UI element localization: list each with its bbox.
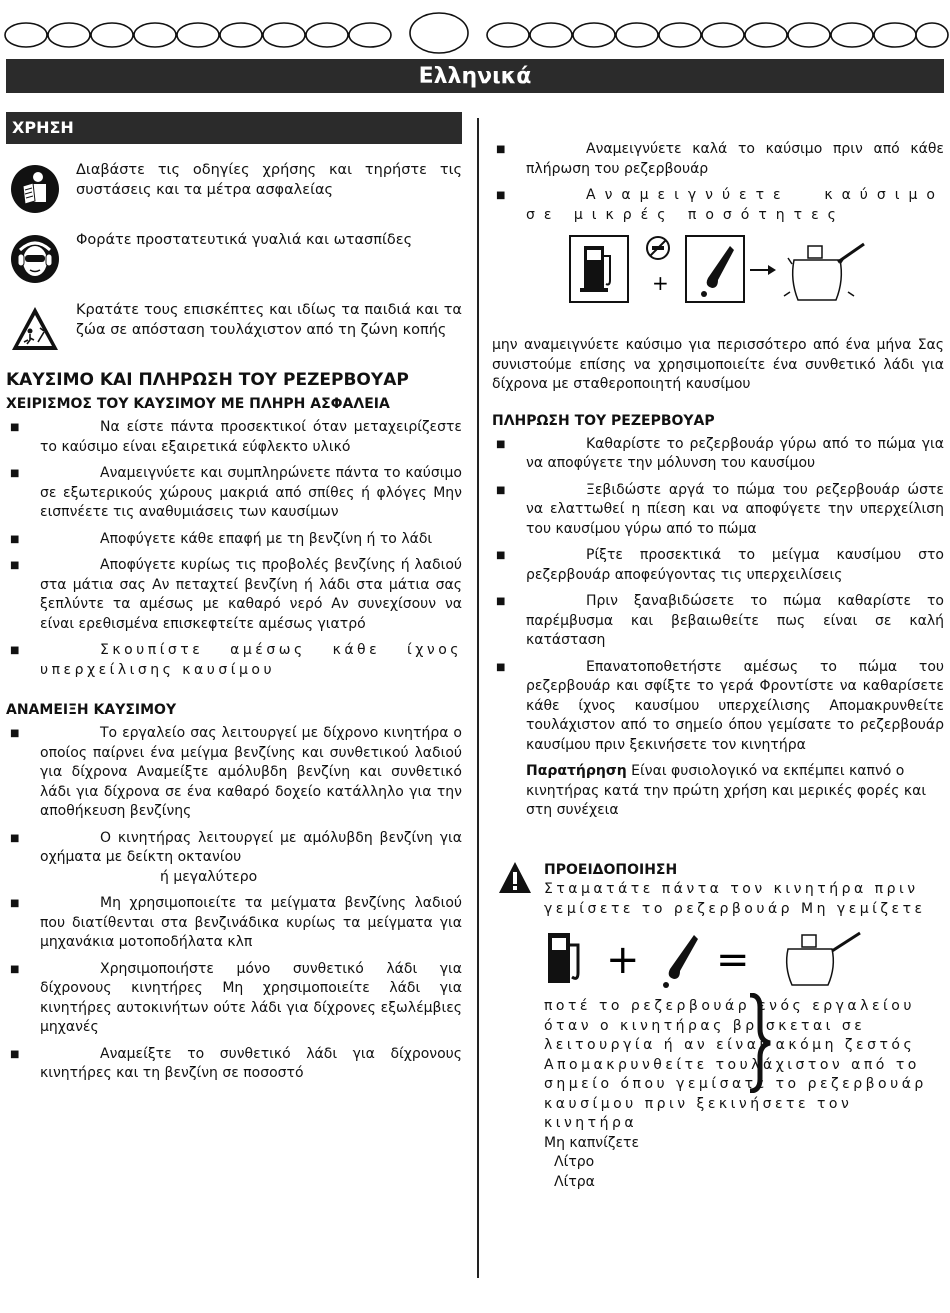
icon-row bbox=[6, 160, 462, 214]
list-item: ■ Αποφύγετε κυρίως τις προβολές βενζίνης ή λαδιού στα μάτια σας Αν πεταχτεί βενζίνη ή λάδι στα μάτια σας ξεπλύντε τα αμέσως με καθαρό νερό Αν συνεχίσουν να είναι ερεθισμένα επισκεφτείτε αμέσως γιατρό bbox=[6, 556, 462, 634]
column-divider bbox=[477, 118, 479, 1278]
bullet-square-icon: ■ bbox=[496, 144, 506, 155]
bullet-square-icon: ■ bbox=[10, 645, 20, 656]
fill-heading: ΠΛΗΡΩΣΗ ΤΟΥ ΡΕΖΕΡΒΟΥΑΡ bbox=[492, 412, 715, 429]
note-label: Παρατήρηση bbox=[526, 763, 627, 779]
list-item bbox=[6, 829, 462, 888]
left-column bbox=[6, 112, 462, 1091]
list-item: ■ Καθαρίστε το ρεζερβουάρ γύρω από το πώμα για να αποφύγετε την μόλυνση του καυσίμου bbox=[492, 435, 944, 474]
list-item: ■ Σκουπίστε αμέσως κάθε ίχνος υπερχείλισης καυσίμου bbox=[6, 641, 462, 680]
bullet-square-icon: ■ bbox=[10, 832, 20, 844]
warning-line: Σταματάτε πάντα τον κινητήρα πριν γεμίσετε το ρεζερβουάρ Μη γεμίζετε bbox=[544, 881, 926, 917]
fuel-pump-icon bbox=[580, 246, 610, 292]
right-column bbox=[492, 140, 944, 1192]
bullet-square-icon: ■ bbox=[10, 728, 20, 739]
oil-can-icon bbox=[707, 246, 734, 288]
bullet-square-icon: ■ bbox=[10, 898, 20, 909]
icon-row bbox=[6, 230, 462, 284]
no-smoking-text: Μη καπνίζετε bbox=[544, 1134, 640, 1151]
mix-note: μην αναμειγνύετε καύσιμο για περισσότερο από ένα μήνα Σας συνιστούμε επίσης να χρησιμοποιείτε ένα συνθετικό λάδι για δίχρονα με σταθεροποιητή καυσίμου bbox=[492, 337, 944, 392]
equals-icon: = bbox=[716, 937, 750, 983]
manual-reading-icon bbox=[10, 164, 60, 214]
list-item: ■ Πριν ξαναβιδώσετε το πώμα καθαρίστε το παρέμβυσμα και βεβαιωθείτε πως είναι σε καλή κατάσταση bbox=[492, 592, 944, 651]
note-paragraph bbox=[526, 762, 944, 821]
goggles-ear-protection-icon bbox=[10, 234, 60, 284]
warning-triangle-icon bbox=[498, 861, 532, 895]
list-item: ■ Ξεβιδώστε αργά το πώμα του ρεζερβουάρ ώστε να ελαττωθεί η πίεση και να αποφύγετε την υπερχείλιση του καυσίμου γύρω από το πώμα bbox=[492, 481, 944, 540]
bullet-square-icon: ■ bbox=[496, 484, 506, 496]
warning-title: ΠΡΟΕΙΔΟΠΟΙΗΣΗ bbox=[544, 861, 678, 878]
list-item: ■ Επανατοποθετήστε αμέσως το πώμα του ρεζερβουάρ και σφίξτε το γερά Φροντίστε να καθαρίσετε κάθε ίχνος καυσίμου υπερχείλισης Απομακρυνθείτε τουλάχιστον από το σημείο όπου γεμίσατε το ρεζερβουάρ καυσίμου πριν ξεκινήσετε τον κινητήρα bbox=[492, 658, 944, 756]
bullet-square-icon: ■ bbox=[10, 533, 20, 545]
bullet-square-icon: ■ bbox=[10, 468, 20, 479]
instruction-text: Κρατάτε τους επισκέπτες και ιδίως τα παιδιά και τα ζώα σε απόσταση τουλάχιστον από τη ζώνη κοπής bbox=[76, 302, 462, 338]
mixing-heading: ΑΝΑΜΕΙΞΗ ΚΑΥΣΙΜΟΥ bbox=[6, 702, 177, 718]
bullet-square-icon: ■ bbox=[10, 422, 20, 433]
list-item: ■ Να είστε πάντα προσεκτικοί όταν μεταχειρίζεστε το καύσιμο είναι εξαιρετικά εύφλεκτο υλικό bbox=[6, 418, 462, 457]
warning-equation bbox=[544, 925, 884, 989]
bullet-square-icon: ■ bbox=[10, 963, 20, 975]
list-item: ■ Χρησιμοποιήστε μόνο συνθετικό λάδι για δίχρονους κινητήρες Μη χρησιμοποιείτε λάδι για κινητήρες αυτοκινήτων ούτε λάδι για δίχρονες εξωλέμβιες μηχανές bbox=[6, 960, 462, 1038]
icon-row bbox=[6, 300, 462, 354]
section-title-usage: ΧΡΗΣΗ bbox=[6, 112, 462, 144]
litre-label: Λίτρο bbox=[554, 1154, 595, 1170]
curly-brace-icon bbox=[744, 993, 774, 1093]
note-text: Είναι φυσιολογικό να εκπέμπει καπνό ο κινητήρας κατά την πρώτη χρήση και μερικές φορές και στη συνέχεια bbox=[526, 763, 927, 818]
list-item: ■ Αποφύγετε κάθε επαφή με τη βενζίνη ή το λάδι bbox=[6, 530, 462, 550]
bullet-square-icon: ■ bbox=[496, 190, 506, 201]
language-header: Ελληνικά bbox=[6, 59, 944, 93]
bullet-square-icon: ■ bbox=[496, 661, 506, 673]
bullet-square-icon: ■ bbox=[496, 550, 506, 561]
list-item: ■ Το εργαλείο σας λειτουργεί με δίχρονο κινητήρα ο οποίος παίρνει ένα μείγμα βενζίνης και συνθετικού λαδιού για δίχρονα Αναμείξτε αμόλυβδη βενζίνη και συνθετικό λάδι για δίχρονα σε ένα καθαρό δοχείο κατάλληλο για την αποθήκευση βενζίνης bbox=[6, 724, 462, 822]
bullet-square-icon: ■ bbox=[10, 1048, 20, 1060]
bullet-square-icon: ■ bbox=[496, 438, 506, 450]
plus-icon: + bbox=[606, 937, 640, 983]
bullet-square-icon: ■ bbox=[10, 560, 20, 571]
fuel-mixing-diagram bbox=[568, 232, 888, 310]
list-item: ■ Αναμειγνύετε καλά το καύσιμο πριν από κάθε πλήρωση του ρεζερβουάρ bbox=[492, 140, 944, 179]
octane-suffix: ή μεγαλύτερο bbox=[160, 868, 258, 885]
instruction-text: Φοράτε προστατευτικά γυαλιά και ωτασπίδες bbox=[76, 232, 413, 248]
instruction-text: Διαβάστε τις οδηγίες χρήσης και τηρήστε τις συστάσεις και τα μέτρα ασφαλείας bbox=[76, 162, 462, 198]
litres-label: Λίτρα bbox=[554, 1173, 595, 1190]
warning-block bbox=[492, 861, 944, 1193]
bystander-warning-icon bbox=[10, 304, 60, 354]
plus-icon: + bbox=[652, 271, 669, 295]
bullet-square-icon: ■ bbox=[496, 596, 506, 607]
list-item: ■ Αναμειγνύετε καύσιμο σε μικρές ποσότητες bbox=[492, 186, 944, 225]
decorative-oval-strip bbox=[0, 6, 950, 56]
fuel-can-icon bbox=[787, 933, 860, 985]
fuel-pump-icon bbox=[548, 933, 578, 983]
warning-body: ποτέ το ρεζερβουάρ ενός εργαλείου όταν ο κινητήρας βρίσκεται σε λειτουργία ή αν είναι ακόμη ζεστός Απομακρυνθείτε τουλάχιστον από το σημείο όπου γεμίσατε το ρεζερβουάρ καυσίμου πριν ξεκινήσετε τον κινητήρα bbox=[544, 998, 927, 1131]
list-item: ■ Μη χρησιμοποιείτε τα μείγματα βενζίνης λαδιού που διατίθενται στα βενζινάδικα κυρίως τα μείγματα για μηχανάκια μοτοποδήλατα κλπ bbox=[6, 894, 462, 953]
octane-text: Ο κινητήρας λειτουργεί με αμόλυβδη βενζίνη για οχήματα με δείκτη οκτανίου bbox=[40, 829, 462, 865]
list-item: ■ Αναμείξτε το συνθετικό λάδι για δίχρονους κινητήρες και τη βενζίνη σε ποσοστό bbox=[6, 1045, 462, 1084]
fuel-heading: ΚΑΥΣΙΜΟ ΚΑΙ ΠΛΗΡΩΣΗ ΤΟΥ ΡΕΖΕΡΒΟΥΑΡ bbox=[6, 370, 409, 390]
fuel-can-icon bbox=[784, 244, 864, 300]
list-item: ■ Αναμειγνύετε και συμπληρώνετε πάντα το καύσιμο σε εξωτερικούς χώρους μακριά από σπίθες ή φλόγες Μην εισπνέετε τις αναθυμιάσεις των καυσίμων bbox=[6, 464, 462, 523]
oil-can-icon bbox=[669, 935, 698, 979]
safe-handling-heading: ΧΕΙΡΙΣΜΟΣ ΤΟΥ ΚΑΥΣΙΜΟΥ ΜΕ ΠΛΗΡΗ ΑΣΦΑΛΕΙΑ bbox=[6, 396, 390, 412]
list-item: ■ Ρίξτε προσεκτικά το μείγμα καυσίμου στο ρεζερβουάρ αποφεύγοντας τις υπερχειλίσεις bbox=[492, 546, 944, 585]
